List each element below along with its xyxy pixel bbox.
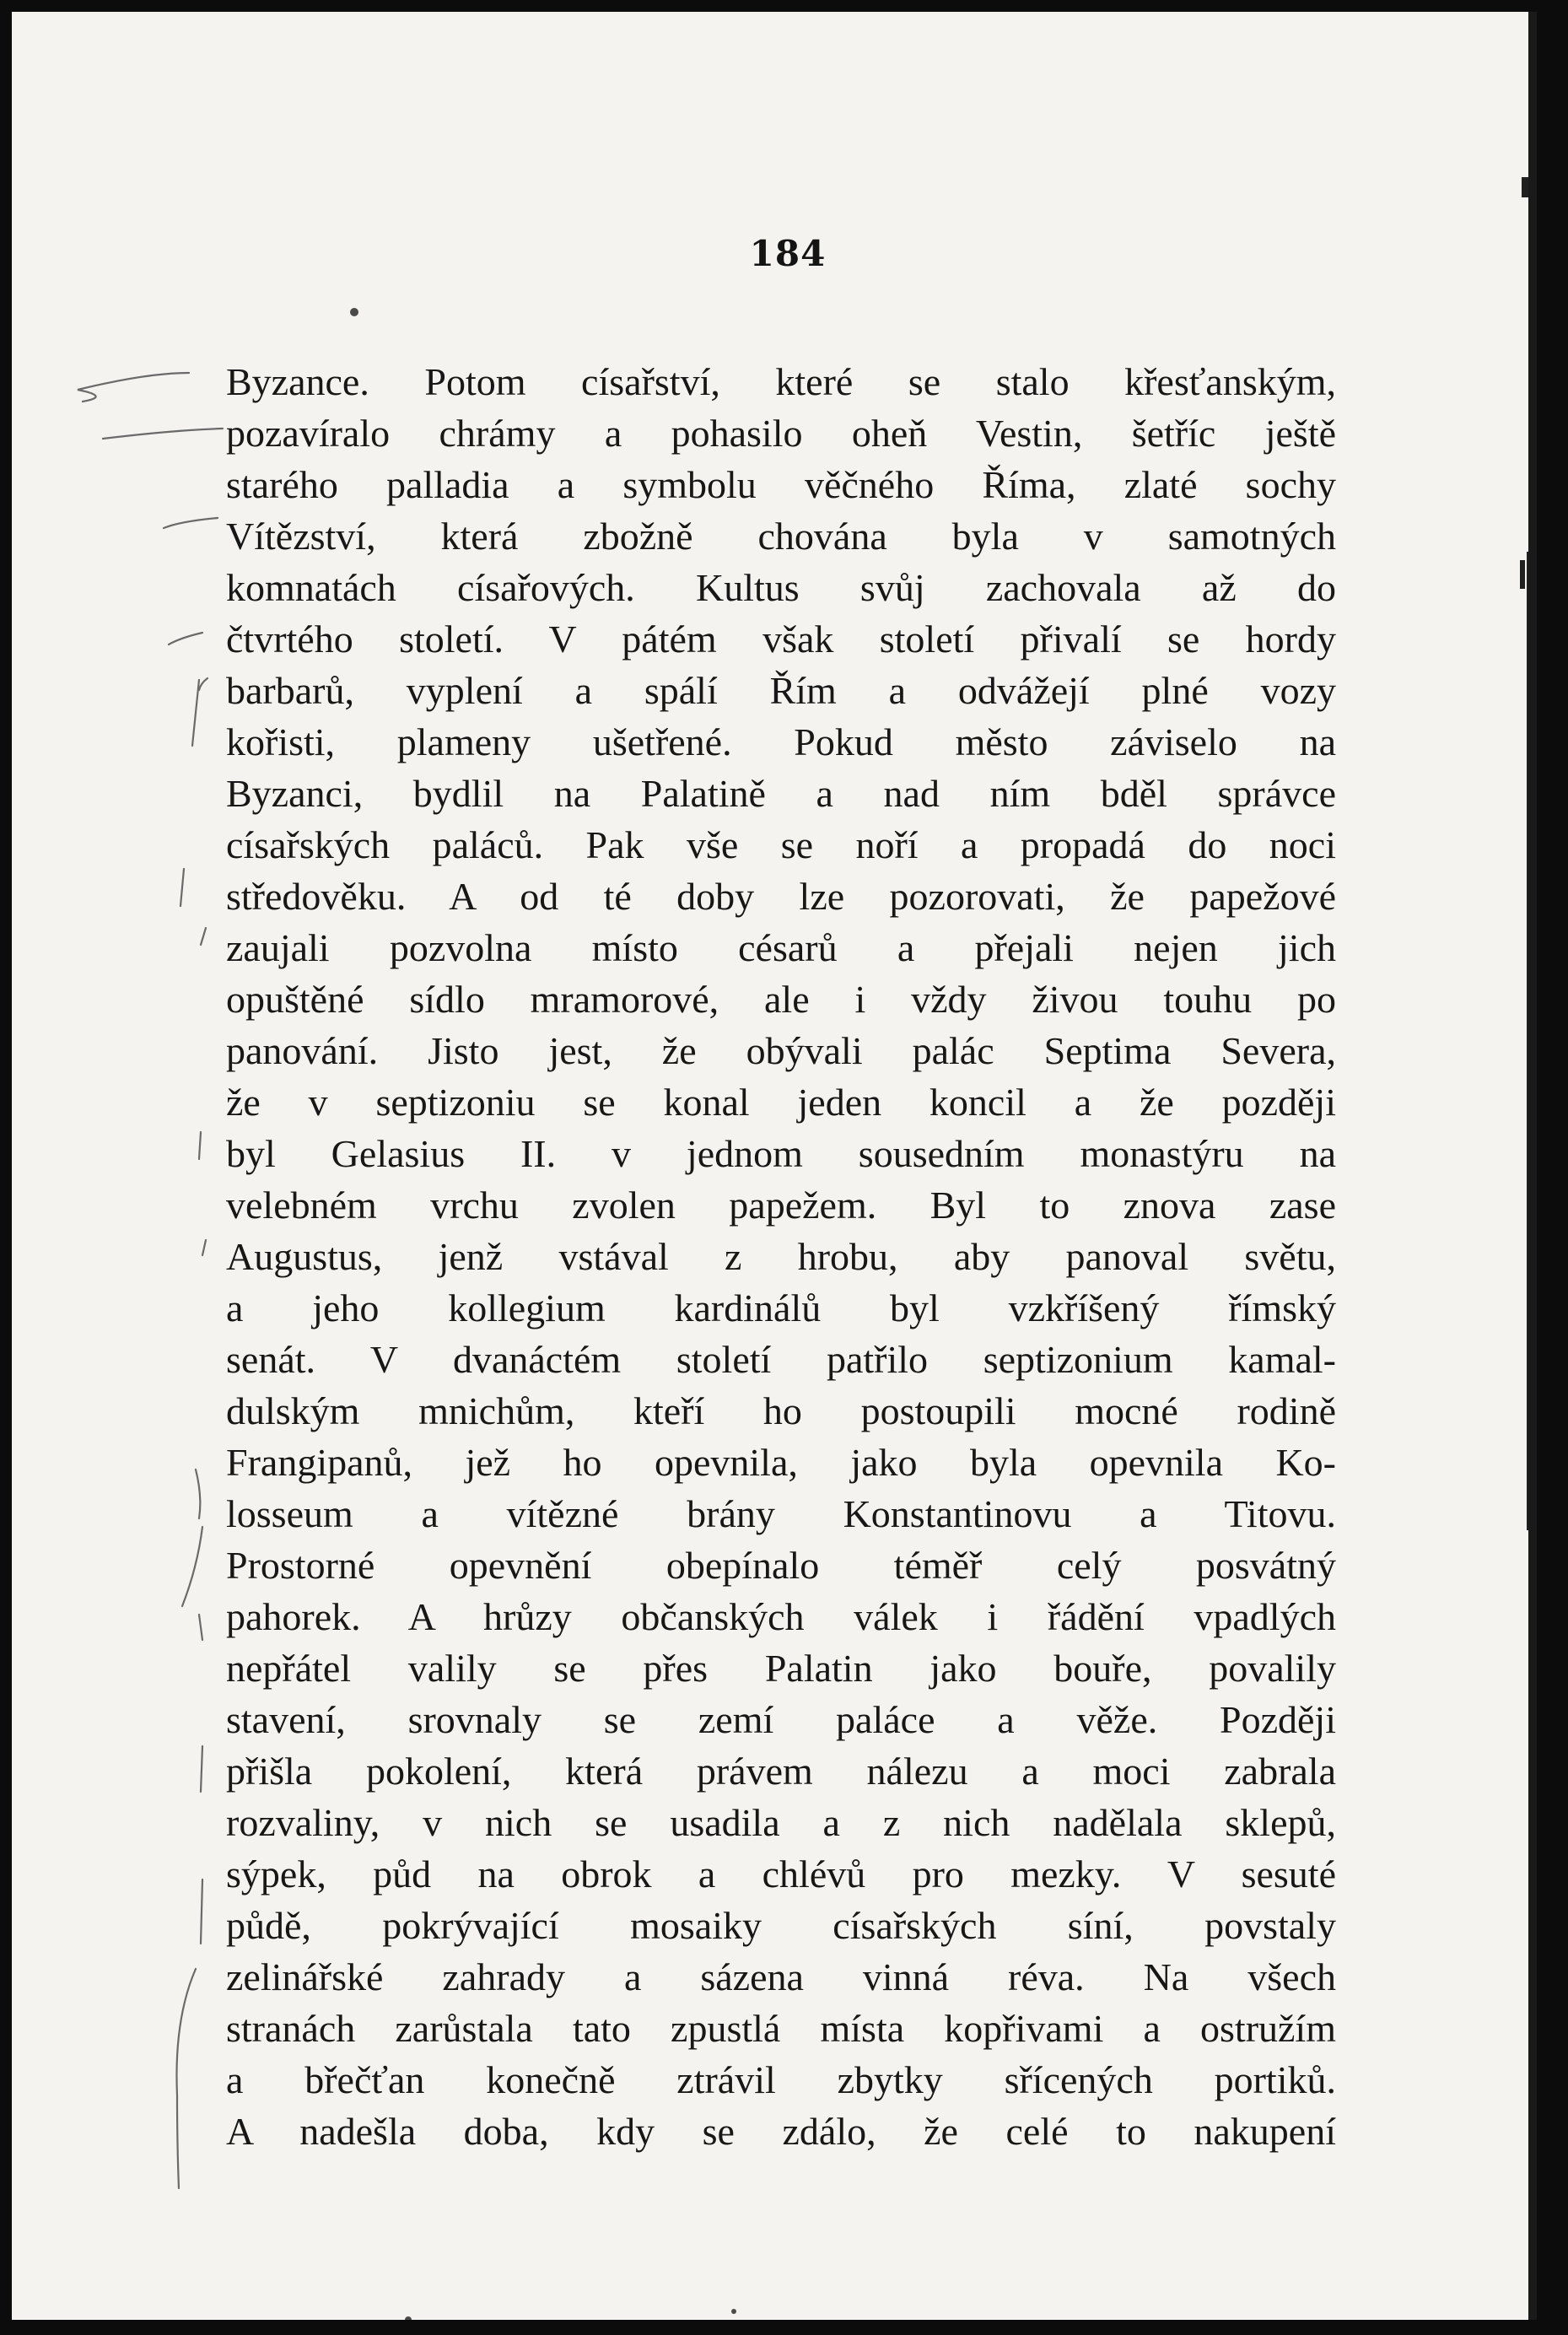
- body-text: [226, 356, 1336, 2157]
- text-line: císařských paláců. Pak vše se noří a propadá do noci: [226, 823, 1336, 866]
- ink-dot: [350, 308, 358, 316]
- pencil-mark: [201, 928, 206, 945]
- text-line: pozavíralo chrámy a pohasilo oheň Vestin, šetříc ještě: [226, 412, 1336, 455]
- pencil-mark: [169, 633, 202, 644]
- text-line: senát. V dvanáctém století patřilo septizonium kamal-: [226, 1338, 1336, 1381]
- pencil-mark: [103, 429, 223, 439]
- pencil-mark: [202, 1240, 206, 1255]
- page-edge-shadow: [1528, 12, 1537, 2320]
- pencil-mark: [199, 678, 207, 690]
- text-line: stavení, srovnaly se zemí paláce a věže. Později: [226, 1698, 1336, 1741]
- text-line: a jeho kollegium kardinálů byl vzkříšený římský: [226, 1286, 1336, 1329]
- pencil-mark: [199, 1615, 202, 1640]
- text-line: čtvrtého století. V pátém však století přivalí se hordy: [226, 617, 1336, 661]
- text-line: Augustus, jenž vstával z hrobu, aby panoval světu,: [226, 1235, 1336, 1278]
- text-line: Frangipanů, jež ho opevnila, jako byla opevnila Ko-: [226, 1441, 1336, 1484]
- text-line: přišla pokolení, která právem nálezu a moci zabrala: [226, 1750, 1336, 1793]
- text-line: stranách zarůstala tato zpustlá místa kopřivami a ostružím: [226, 2007, 1336, 2050]
- pencil-mark: [78, 373, 189, 402]
- text-line: rozvaliny, v nich se usadila a z nich nadělala sklepů,: [226, 1801, 1336, 1844]
- text-line: zaujali pozvolna místo césarů a přejali nejen jich: [226, 926, 1336, 969]
- pencil-mark: [181, 869, 184, 906]
- text-line: Vítězství, která zbožně chována byla v samotných: [226, 515, 1336, 558]
- ink-dot: [405, 2316, 412, 2320]
- text-line: Prostorné opevnění obepínalo téměř celý posvátný: [226, 1544, 1336, 1587]
- text-line: opuštěné sídlo mramorové, ale i vždy živou touhu po: [226, 978, 1336, 1021]
- text-line: panování. Jisto jest, že obývali palác Septima Severa,: [226, 1029, 1336, 1072]
- text-line: starého palladia a symbolu věčného Říma, zlaté sochy: [226, 463, 1336, 506]
- text-line: zelinářské zahrady a sázena vinná réva. Na všech: [226, 1955, 1336, 1998]
- text-line: komnatách císařových. Kultus svůj zachovala až do: [226, 566, 1336, 609]
- text-line: středověku. A od té doby lze pozorovati, že papežové: [226, 875, 1336, 918]
- pencil-mark: [201, 1746, 202, 1792]
- pencil-mark: [176, 1969, 196, 2188]
- text-line: barbarů, vyplení a spálí Řím a odvážejí plné vozy: [226, 669, 1336, 712]
- page-number: 184: [749, 233, 827, 274]
- text-line: a břečťan konečně ztrávil zbytky sřícených portiků.: [226, 2058, 1336, 2101]
- text-line: sýpek, půd na obrok a chlévů pro mezky. V sesuté: [226, 1852, 1336, 1896]
- pencil-mark: [196, 1469, 200, 1518]
- edge-artifact: [1520, 560, 1525, 589]
- pencil-mark: [201, 1879, 202, 1944]
- text-line: losseum a vítězné brány Konstantinovu a Titovu.: [226, 1492, 1336, 1535]
- text-line: byl Gelasius II. v jednom sousedním monastýru na: [226, 1132, 1336, 1175]
- book-page: [12, 12, 1537, 2320]
- text-line: velebném vrchu zvolen papežem. Byl to znova zase: [226, 1184, 1336, 1227]
- text-line: dulským mnichům, kteří ho postoupili mocné rodině: [226, 1389, 1336, 1432]
- text-line: Byzanci, bydlil na Palatině a nad ním bděl správce: [226, 772, 1336, 815]
- text-line: nepřátel valily se přes Palatin jako bouře, povalily: [226, 1647, 1336, 1690]
- text-line: že v septizoniu se konal jeden koncil a že později: [226, 1081, 1336, 1124]
- text-line: A nadešla doba, kdy se zdálo, že celé to nakupení: [226, 2110, 1336, 2153]
- pencil-mark: [182, 1527, 202, 1606]
- text-line: kořisti, plameny ušetřené. Pokud město záviselo na: [226, 720, 1336, 763]
- text-line: půdě, pokrývající mosaiky císařských síní, povstaly: [226, 1904, 1336, 1947]
- ink-dot: [731, 2309, 736, 2314]
- text-line: Byzance. Potom císařství, které se stalo křesťanským,: [226, 360, 1336, 403]
- pencil-mark: [192, 680, 199, 746]
- text-line: pahorek. A hrůzy občanských válek i řádění vpadlých: [226, 1595, 1336, 1638]
- pencil-mark: [164, 518, 218, 528]
- pencil-mark: [199, 1132, 201, 1159]
